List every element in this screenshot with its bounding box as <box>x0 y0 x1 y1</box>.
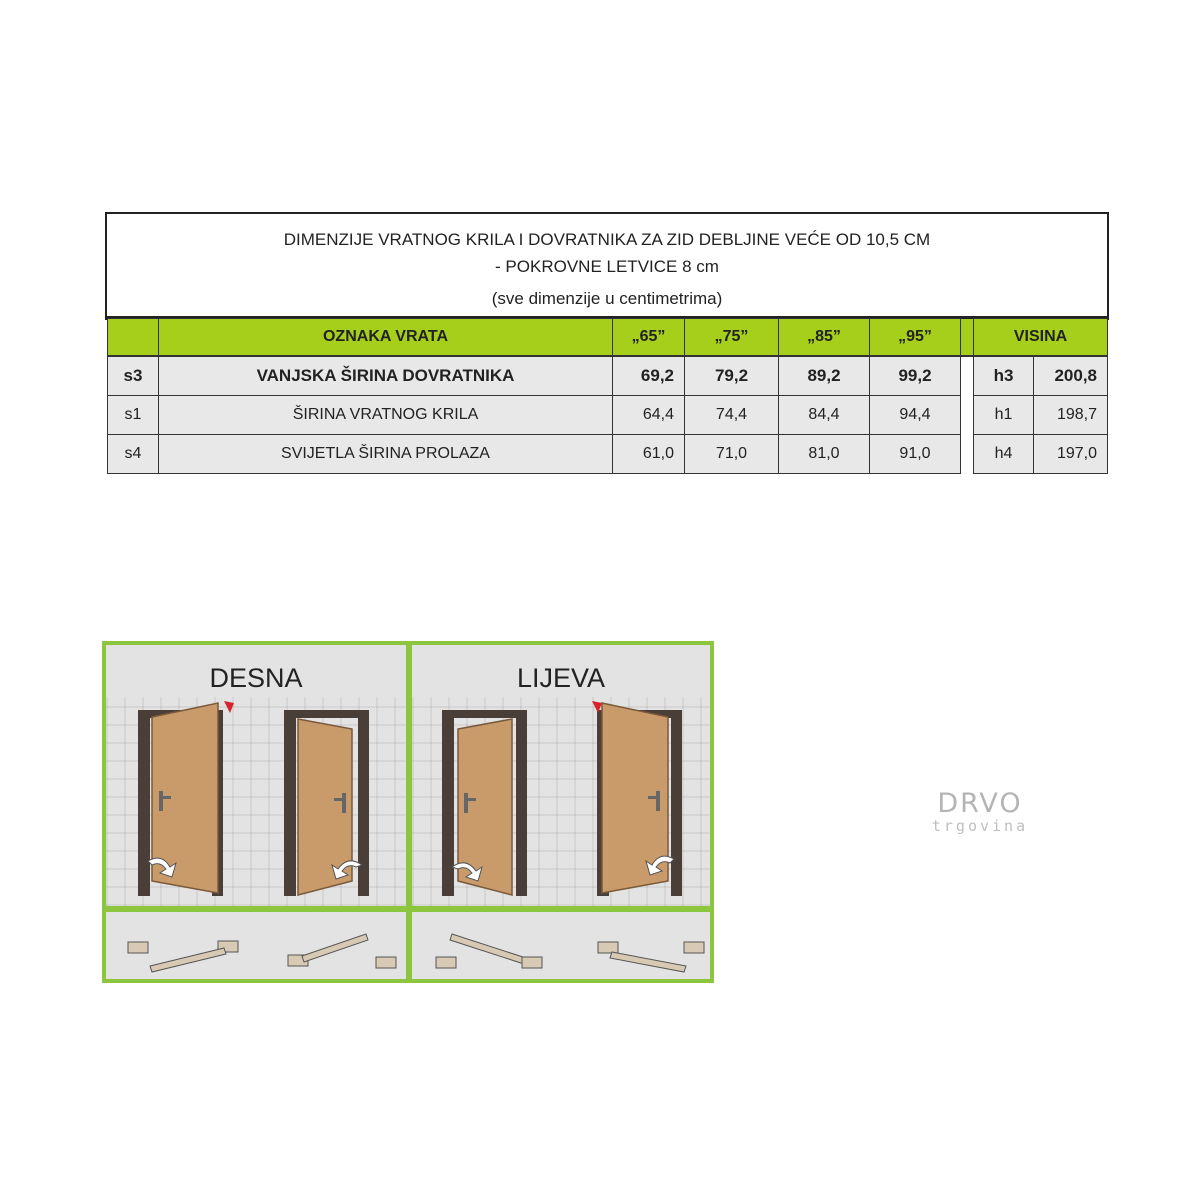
wall-block <box>436 957 456 968</box>
wall-block <box>598 942 618 953</box>
wall-block <box>522 957 542 968</box>
row-height-code: h3 <box>974 356 1034 396</box>
door-handle-icon <box>464 793 468 813</box>
row-value: 64,4 <box>613 396 685 435</box>
wall-block <box>684 942 704 953</box>
plan-lijeva <box>412 912 710 979</box>
row-value: 89,2 <box>779 356 870 396</box>
row-height-code: h4 <box>974 435 1034 474</box>
desna-door-outward <box>284 710 369 896</box>
door-frame-left <box>442 710 454 896</box>
dimensions-table <box>105 212 1109 462</box>
plan-desna <box>106 912 406 979</box>
door-handle-lever-icon <box>464 798 476 801</box>
row-value: 79,2 <box>685 356 779 396</box>
table-row <box>108 356 1108 396</box>
red-arrow-icon <box>224 701 234 713</box>
table-header-row <box>108 319 1108 357</box>
wall-block <box>376 957 396 968</box>
door-frame-left <box>284 710 296 896</box>
door-frame-right <box>516 710 527 896</box>
column-gap <box>961 396 974 435</box>
header-size-75: „75” <box>685 319 779 357</box>
row-value: 81,0 <box>779 435 870 474</box>
lijeva-plan-illustration <box>412 912 710 979</box>
row-height-value: 198,7 <box>1034 396 1108 435</box>
row-label: SVIJETLA ŠIRINA PROLAZA <box>159 435 613 474</box>
logo-line1: DRVO <box>937 788 1023 819</box>
header-size-95: „95” <box>870 319 961 357</box>
door-leaf-plan <box>450 934 526 964</box>
table-subtitle: - POKROVNE LETVICE 8 cm <box>495 257 719 276</box>
logo-line2: trgovina <box>931 817 1029 835</box>
header-blank-cell <box>108 319 159 357</box>
label-desna: DESNA <box>209 663 303 693</box>
row-height-value: 197,0 <box>1034 435 1108 474</box>
door-frame-top <box>442 710 527 718</box>
row-value: 61,0 <box>613 435 685 474</box>
row-value: 84,4 <box>779 396 870 435</box>
table-title: DIMENZIJE VRATNOG KRILA I DOVRATNIKA ZA ZID DEBLJINE VEĆE OD 10,5 CM <box>283 230 931 249</box>
row-value: 69,2 <box>613 356 685 396</box>
table-title-block <box>107 214 1107 318</box>
table-row <box>108 435 1108 474</box>
door-leaf-plan <box>302 934 368 962</box>
door-handle-lever-icon <box>334 798 346 801</box>
label-lijeva: LIJEVA <box>516 663 606 693</box>
row-height-value: 200,8 <box>1034 356 1108 396</box>
door-frame-top <box>284 710 369 718</box>
table-row <box>108 396 1108 435</box>
lijeva-doors-illustration <box>412 645 710 906</box>
column-gap <box>961 356 974 396</box>
row-label: VANJSKA ŠIRINA DOVRATNIKA <box>159 356 613 396</box>
row-label: ŠIRINA VRATNOG KRILA <box>159 396 613 435</box>
door-frame-right <box>671 710 682 896</box>
door-leaf-plan <box>610 952 686 972</box>
lijeva-door-outward <box>442 710 527 896</box>
row-value: 74,4 <box>685 396 779 435</box>
drvo-trgovina-logo <box>928 790 1032 838</box>
door-handle-lever-icon <box>159 796 171 799</box>
row-value: 91,0 <box>870 435 961 474</box>
door-leaf-plan <box>150 948 226 972</box>
door-opening-diagram <box>102 641 714 983</box>
row-code: s4 <box>108 435 159 474</box>
column-gap <box>961 435 974 474</box>
column-gap <box>961 319 974 357</box>
door-frame-left <box>138 710 150 896</box>
door-handle-icon <box>159 791 163 811</box>
row-value: 94,4 <box>870 396 961 435</box>
desna-door-inward <box>138 701 234 896</box>
wall-block <box>128 942 148 953</box>
row-code: s3 <box>108 356 159 396</box>
row-height-code: h1 <box>974 396 1034 435</box>
door-frame-right <box>358 710 369 896</box>
door-handle-icon <box>656 791 660 811</box>
row-code: s1 <box>108 396 159 435</box>
door-handle-lever-icon <box>648 796 660 799</box>
lijeva-door-inward <box>592 701 682 896</box>
header-size-85: „85” <box>779 319 870 357</box>
header-size-65: „65” <box>613 319 685 357</box>
row-value: 99,2 <box>870 356 961 396</box>
panel-desna <box>106 645 406 906</box>
desna-plan-illustration <box>106 912 406 979</box>
header-door-label: OZNAKA VRATA <box>159 319 613 357</box>
header-height-label: VISINA <box>974 319 1108 357</box>
row-value: 71,0 <box>685 435 779 474</box>
dimensions-grid <box>107 318 1108 474</box>
desna-doors-illustration <box>106 645 406 906</box>
panel-lijeva <box>412 645 710 906</box>
table-units-note: (sve dimenzije u centimetrima) <box>491 289 723 308</box>
door-handle-icon <box>342 793 346 813</box>
